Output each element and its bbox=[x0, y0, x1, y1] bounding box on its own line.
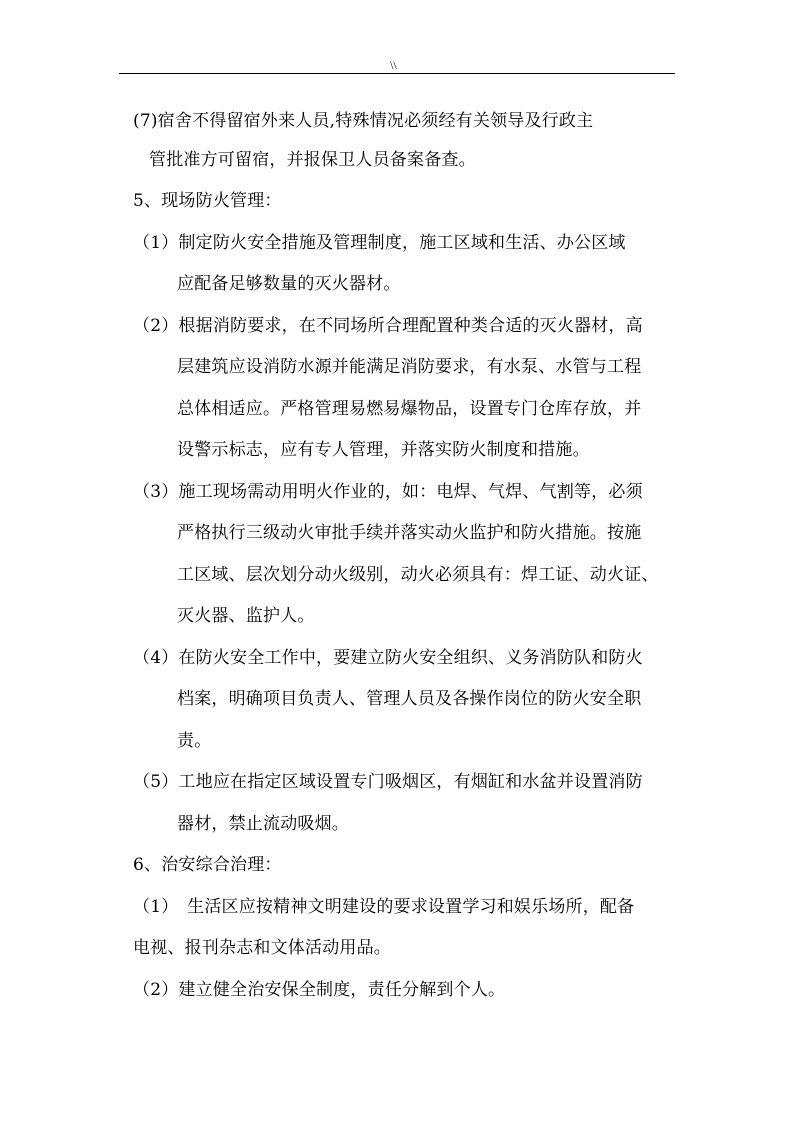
text-line: 电视、报刊杂志和文体活动用品。 bbox=[133, 938, 391, 958]
text-line: 设警示标志，应有专人管理，并落实防火制度和措施。 bbox=[177, 440, 590, 460]
page-header-mark: \\ bbox=[390, 58, 397, 72]
text-line: （5）工地应在指定区域设置专门吸烟区，有烟缸和水盆并设置消防 bbox=[133, 772, 643, 792]
text-line: （4）在防火安全工作中，要建立防火安全组织、义务消防队和防火 bbox=[133, 648, 643, 668]
section-heading: 5、现场防火管理： bbox=[133, 191, 282, 211]
text-line: （1） 生活区应按精神文明建设的要求设置学习和娱乐场所，配备 bbox=[133, 897, 635, 917]
text-line: （2）建立健全治安保全制度，责任分解到个人。 bbox=[133, 980, 506, 1000]
text-line: 灭火器、监护人。 bbox=[177, 606, 315, 626]
text-line: 层建筑应设消防水源并能满足消防要求，有水泵、水管与工程 bbox=[177, 357, 642, 377]
text-line: （2）根据消防要求，在不同场所合理配置种类合适的灭火器材，高 bbox=[133, 316, 643, 336]
text-line: 应配备足够数量的灭火器材。 bbox=[177, 274, 401, 294]
text-line: (7)宿舍不得留宿外来人员,特殊情况必须经有关领导及行政主 bbox=[133, 111, 594, 131]
text-line: （3）施工现场需动用明火作业的，如：电焊、气焊、气割等，必须 bbox=[133, 482, 643, 502]
header-rule bbox=[119, 73, 675, 74]
text-line: 档案，明确项目负责人、管理人员及各操作岗位的防火安全职 bbox=[177, 689, 642, 709]
text-line: 严格执行三级动火审批手续并落实动火监护和防火措施。按施 bbox=[177, 523, 642, 543]
text-line: 工区域、层次划分动火级别，动火必须具有：焊工证、动火证、 bbox=[177, 565, 659, 585]
section-heading: 6、治安综合治理： bbox=[133, 855, 282, 875]
text-line: 管批准方可留宿，并报保卫人员备案备查。 bbox=[149, 150, 476, 170]
text-line: 总体相适应。严格管理易燃易爆物品，设置专门仓库存放，并 bbox=[177, 399, 642, 419]
text-line: 责。 bbox=[177, 731, 212, 751]
text-line: 器材，禁止流动吸烟。 bbox=[177, 814, 349, 834]
text-line: （1）制定防火安全措施及管理制度，施工区域和生活、办公区域 bbox=[133, 233, 626, 253]
